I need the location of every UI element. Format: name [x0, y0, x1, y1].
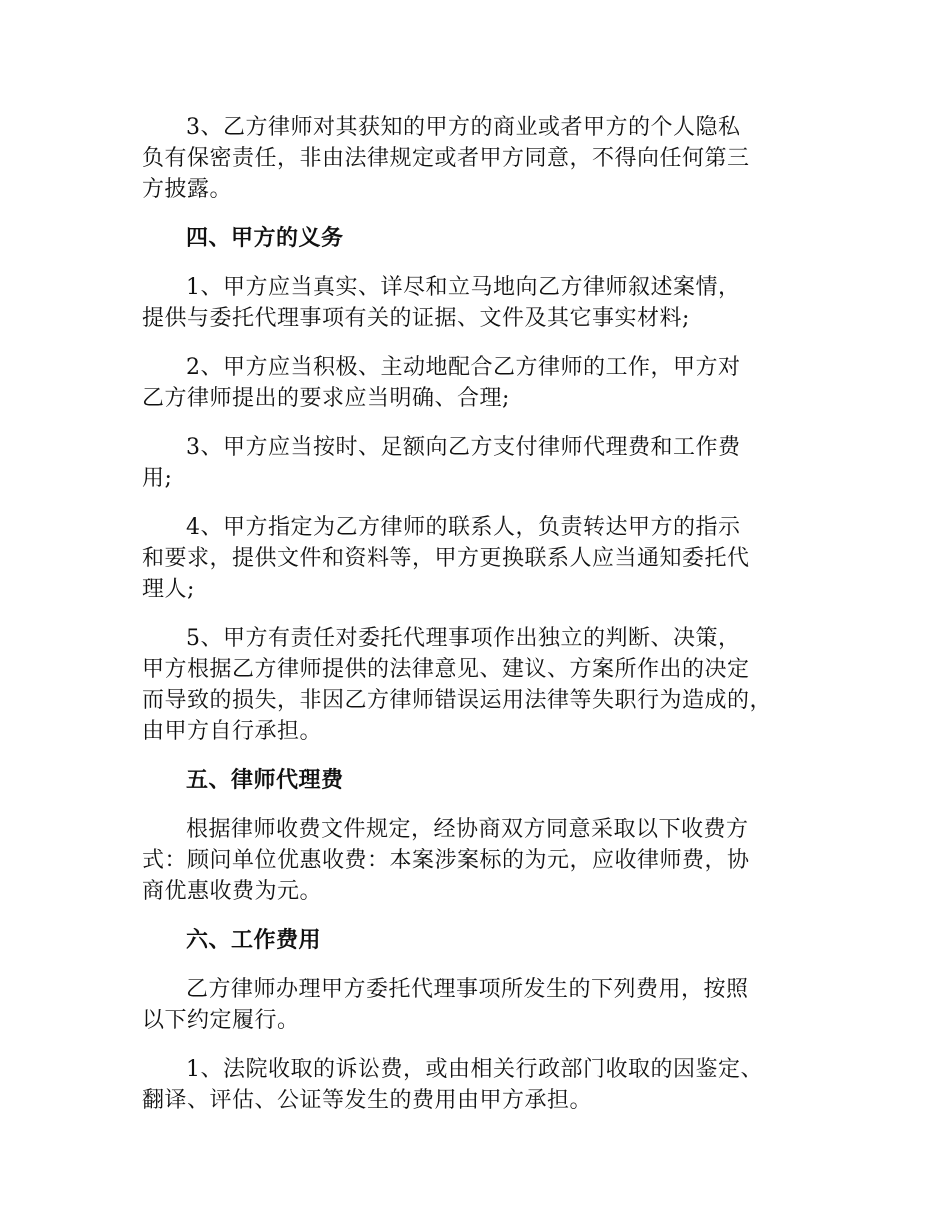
text-line: 方披露。 [142, 177, 233, 202]
text-line: 乙方律师办理甲方委托代理事项所发生的下列费用，按照 [186, 977, 749, 1002]
paragraph-expenses-intro [142, 974, 832, 1036]
text-line: 4、甲方指定为乙方律师的联系人，负责转达甲方的指示 [186, 515, 741, 540]
text-line: 和要求，提供文件和资料等，甲方更换联系人应当通知委托代 [142, 546, 750, 571]
text-line: 3、乙方律师对其获知的甲方的商业或者甲方的个人隐私 [186, 115, 741, 140]
section-heading-lawyer-fee: 五、律师代理费 [186, 767, 344, 793]
section-heading-work-expenses: 六、工作费用 [186, 927, 322, 953]
text-line: 乙方律师提出的要求应当明确、合理; [142, 386, 510, 411]
paragraph-expenses-1 [142, 1054, 832, 1116]
text-line: 由甲方自行承担。 [142, 719, 323, 744]
text-line: 以下约定履行。 [142, 1008, 300, 1033]
paragraph-obligation-4 [142, 512, 832, 605]
text-line: 5、甲方有责任对委托代理事项作出独立的判断、决策， [186, 626, 741, 651]
text-line: 1、法院收取的诉讼费，或由相关行政部门收取的因鉴定、 [186, 1057, 763, 1082]
text-line: 2、甲方应当积极、主动地配合乙方律师的工作，甲方对 [186, 355, 741, 380]
section-heading-party-a-obligations: 四、甲方的义务 [186, 225, 344, 251]
text-line: 负有保密责任，非由法律规定或者甲方同意，不得向任何第三 [142, 146, 750, 171]
text-line: 理人; [142, 577, 195, 602]
text-line: 翻译、评估、公证等发生的费用由甲方承担。 [142, 1088, 593, 1113]
text-line: 根据律师收费文件规定，经协商双方同意采取以下收费方 [186, 817, 749, 842]
paragraph-obligation-2 [142, 352, 832, 414]
text-line: 3、甲方应当按时、足额向乙方支付律师代理费和工作费 [186, 435, 741, 460]
text-line: 甲方根据乙方律师提供的法律意见、建议、方案所作出的决定 [142, 657, 750, 682]
text-line: 商优惠收费为元。 [142, 879, 323, 904]
document-body [142, 112, 832, 1134]
paragraph-fee-terms [142, 814, 832, 907]
paragraph-obligation-3 [142, 432, 832, 494]
paragraph-confidentiality [142, 112, 832, 205]
text-line: 式：顾问单位优惠收费：本案涉案标的为元，应收律师费，协 [142, 848, 750, 873]
text-line: 1、甲方应当真实、详尽和立马地向乙方律师叙述案情， [186, 275, 741, 300]
text-line: 而导致的损失，非因乙方律师错误运用法律等失职行为造成的， [142, 688, 773, 713]
text-line: 用; [142, 466, 173, 491]
paragraph-obligation-1 [142, 272, 832, 334]
text-line: 提供与委托代理事项有关的证据、文件及其它事实材料; [142, 306, 690, 331]
paragraph-obligation-5 [142, 623, 832, 747]
